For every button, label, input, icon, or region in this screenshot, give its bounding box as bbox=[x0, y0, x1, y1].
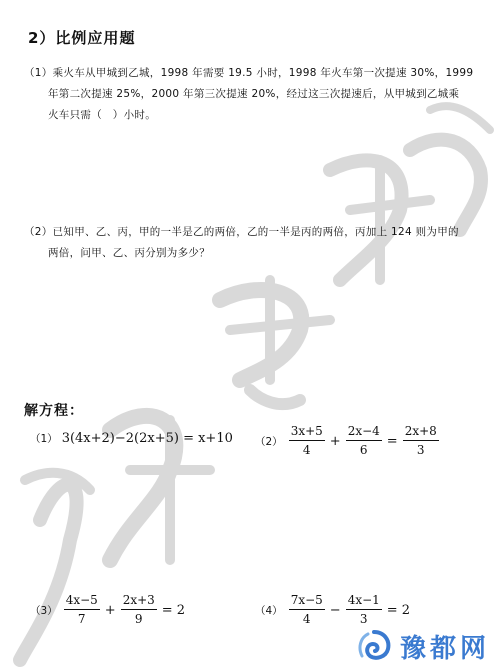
equation-4-fraction-2 bbox=[346, 593, 382, 627]
equation-4-numerator-2: 4x−1 bbox=[346, 593, 382, 610]
problem-2-number: （2） bbox=[24, 226, 53, 238]
equation-4-denominator-2: 3 bbox=[359, 612, 368, 626]
problem-2-line-1: 已知甲、乙、丙，甲的一半是乙的两倍，乙的一半是丙的两倍，丙加上 124 则为甲的 bbox=[52, 226, 459, 238]
problem-2 bbox=[24, 222, 479, 264]
equation-4-fraction-1 bbox=[289, 593, 325, 627]
equation-4-rhs: = 2 bbox=[386, 602, 411, 618]
equation-2-fraction-1 bbox=[289, 424, 325, 458]
equation-3 bbox=[30, 593, 188, 627]
equations-title: 解方程： bbox=[24, 403, 84, 419]
equation-1-number: （1） bbox=[30, 433, 58, 445]
equation-2-numerator-1: 3x+5 bbox=[289, 424, 325, 441]
equation-2-denominator-1: 4 bbox=[302, 443, 311, 457]
equation-3-numerator-1: 4x−5 bbox=[64, 593, 100, 610]
problem-1-line-1: 乘火车从甲城到乙城，1998 年需要 19.5 小时，1998 年火车第一次提速 30%，1999 bbox=[52, 67, 474, 79]
equation-4-numerator-1: 7x−5 bbox=[289, 593, 325, 610]
equation-2-numerator-2: 2x−4 bbox=[346, 424, 382, 441]
equation-1-text: 3(4x+2)−2(2x+5) = x+10 bbox=[61, 431, 233, 446]
equation-2-number: （2） bbox=[255, 435, 283, 448]
equation-2-denominator-2: 6 bbox=[359, 443, 368, 457]
equation-3-fraction-2 bbox=[121, 593, 157, 627]
equation-1 bbox=[30, 431, 233, 446]
equation-2-equals: = bbox=[386, 433, 398, 449]
equation-3-numerator-2: 2x+3 bbox=[121, 593, 157, 610]
equation-2-fraction-3 bbox=[403, 424, 439, 458]
problem-1-line-2: 年第二次提速 25%，2000 年第三次提速 20%，经过这三次提速后，从甲城到乙城乘 bbox=[48, 88, 460, 100]
equation-3-fraction-1 bbox=[64, 593, 100, 627]
site-logo-text: 豫都网 bbox=[399, 633, 490, 664]
problem-1-line-3: 火车只需（ ）小时。 bbox=[48, 109, 156, 121]
site-logo bbox=[354, 626, 490, 666]
problem-2-line-2: 两倍，问甲、乙、丙分别为多少？ bbox=[48, 247, 210, 259]
equation-2-operator: + bbox=[329, 433, 341, 449]
section-title: 2）比例应用题 bbox=[28, 29, 136, 47]
problem-1 bbox=[24, 63, 479, 126]
equation-3-rhs: = 2 bbox=[161, 602, 186, 618]
swirl-logo-icon bbox=[354, 626, 394, 666]
equation-4-number: （4） bbox=[255, 604, 283, 617]
equation-4 bbox=[255, 593, 413, 627]
equation-3-operator: + bbox=[104, 602, 116, 618]
equation-2-fraction-2 bbox=[346, 424, 382, 458]
equation-2-numerator-3: 2x+8 bbox=[403, 424, 439, 441]
equation-2-denominator-3: 3 bbox=[416, 443, 425, 457]
equation-3-denominator-2: 9 bbox=[134, 612, 143, 626]
equation-4-operator: − bbox=[329, 602, 341, 618]
equation-3-number: （3） bbox=[30, 604, 58, 617]
problem-1-number: （1） bbox=[24, 67, 53, 79]
equation-3-denominator-1: 7 bbox=[77, 612, 86, 626]
equation-2 bbox=[255, 424, 441, 458]
equation-4-denominator-1: 4 bbox=[302, 612, 311, 626]
